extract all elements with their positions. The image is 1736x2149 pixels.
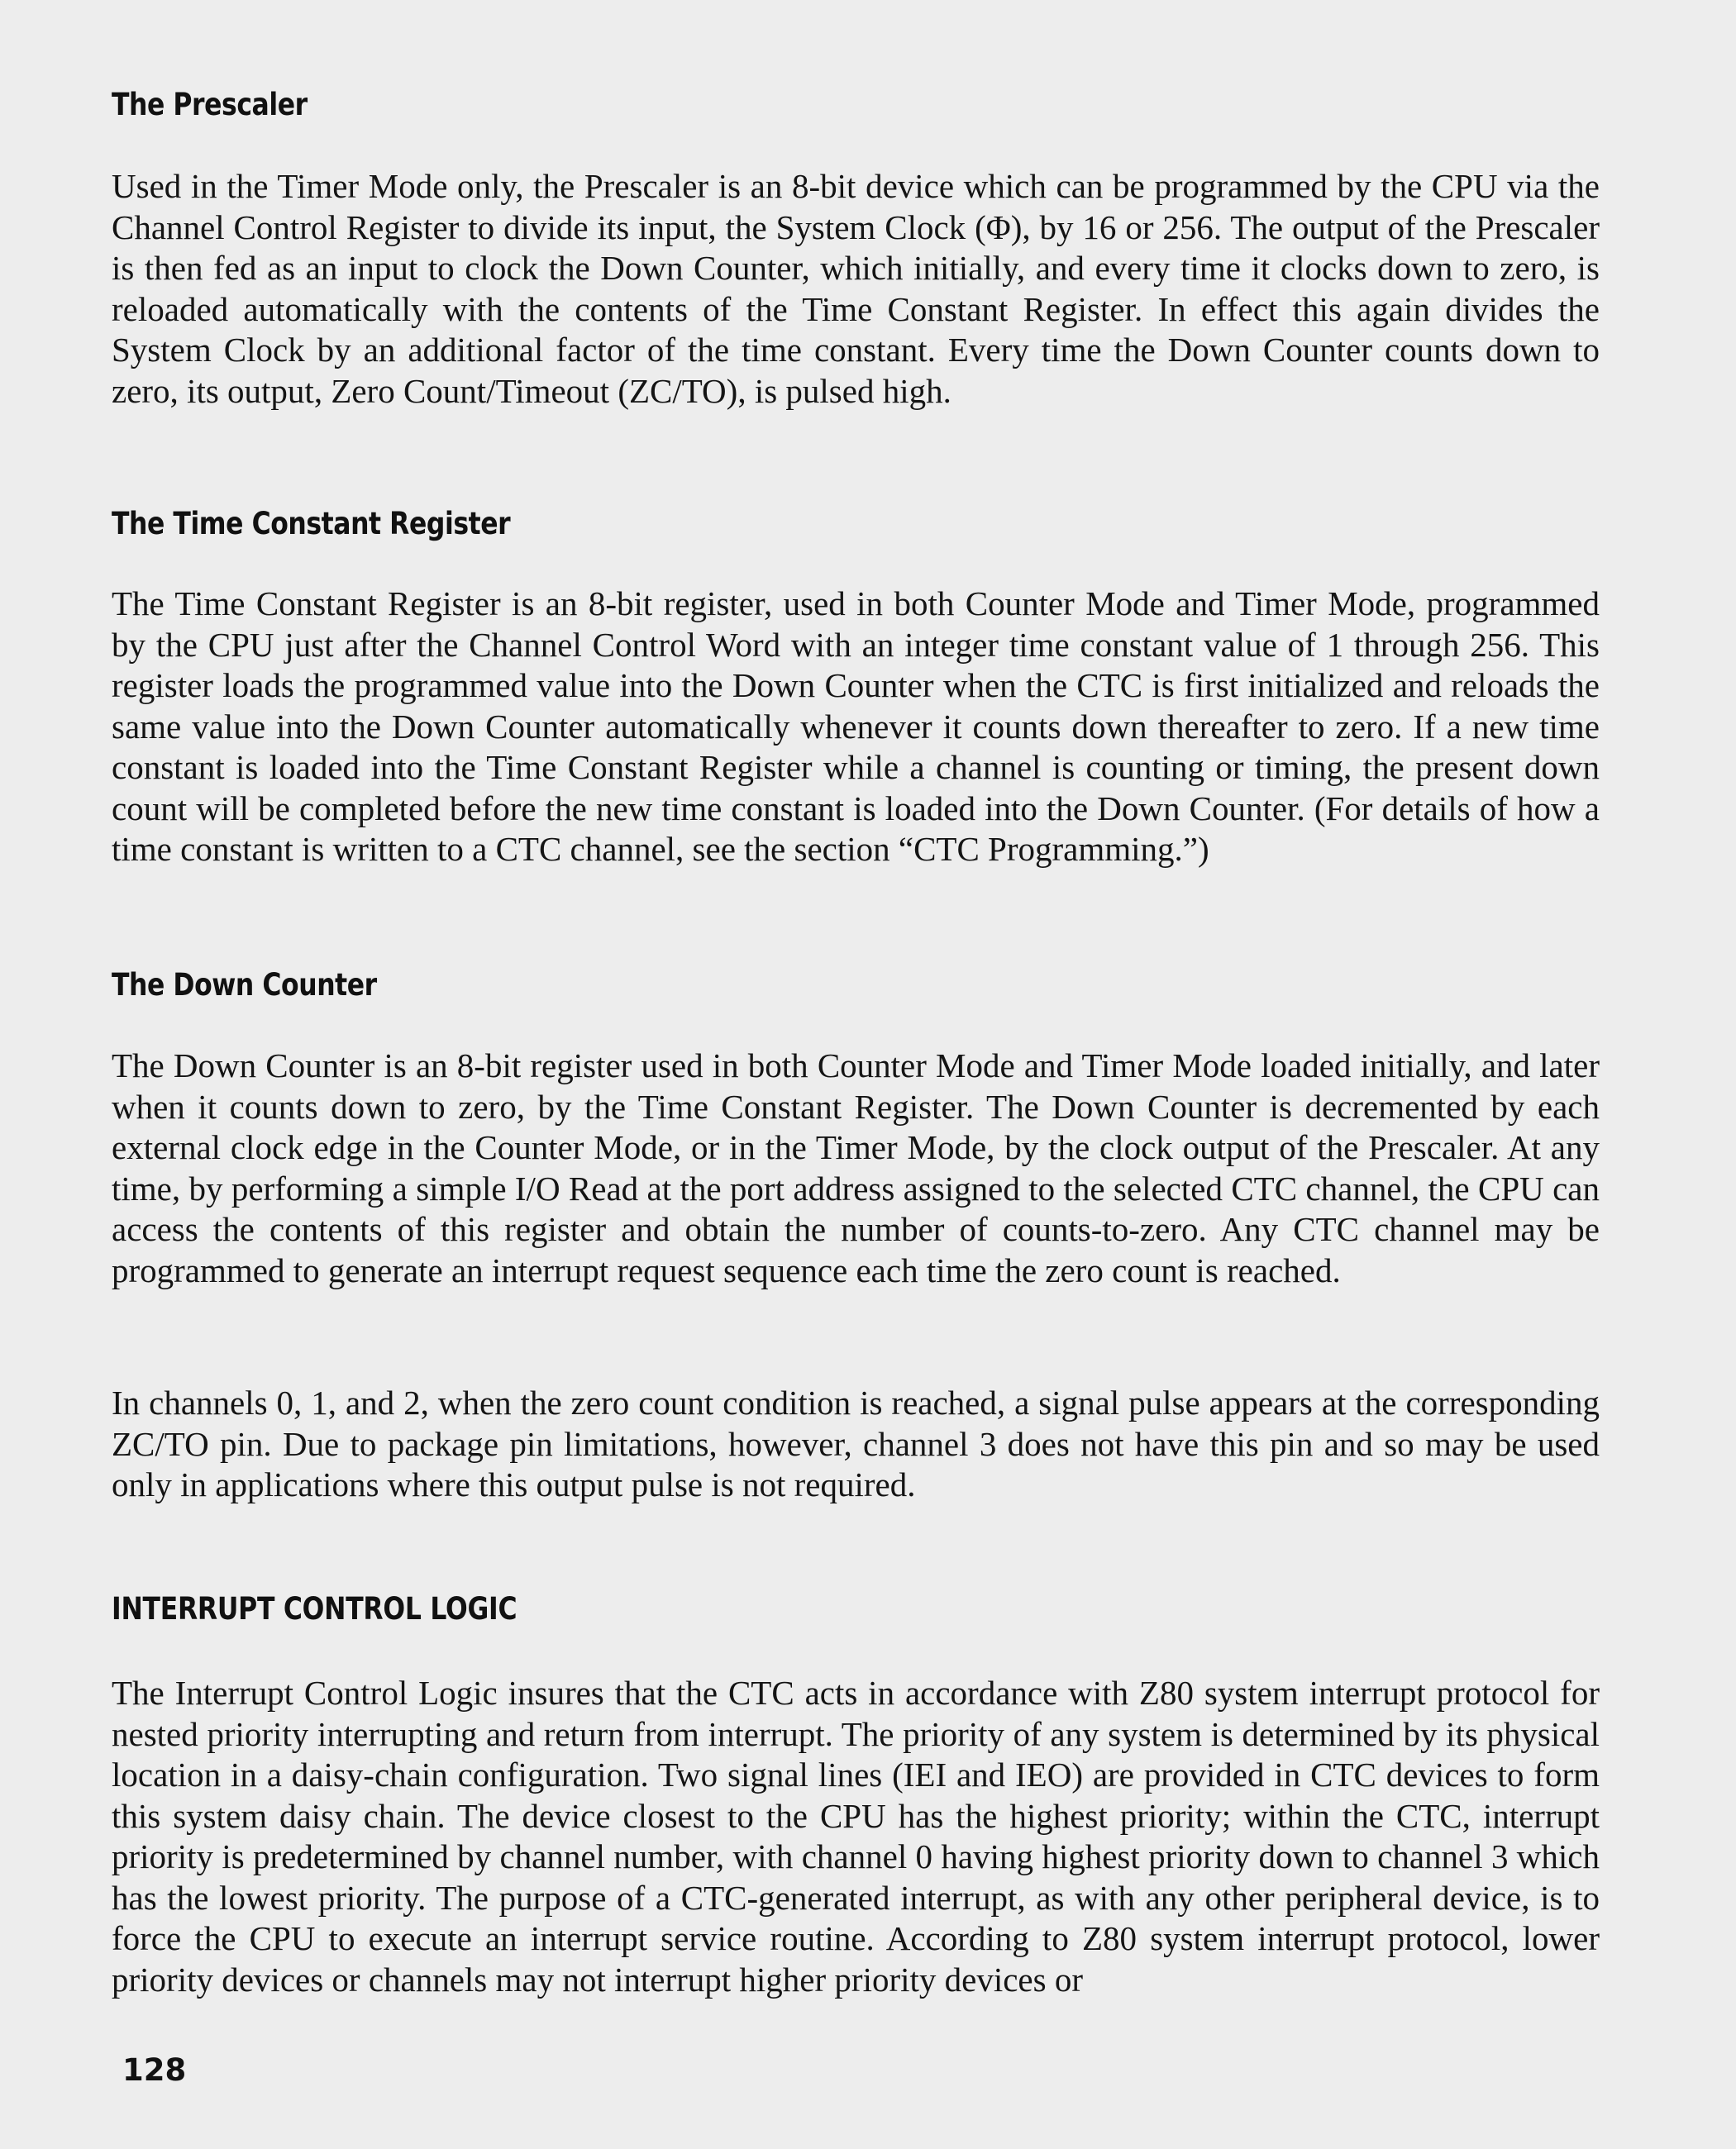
- paragraph-time-constant-register: The Time Constant Register is an 8-bit register, used in both Counter Mode and Timer Mode, programmed by the CPU just after the Channel Control Word with an integer time constant value of 1 through 256. This register loads the programmed value into the Down Counter when the CTC is first initialized and reloads the same value into the Down Counter automatically whenever it counts down thereafter to zero. If a new time constant is loaded into the Time Constant Register while a channel is counting or timing, the present down count will be completed before the new time constant is loaded into the Down Counter. (For details of how a time constant is written to a CTC channel, see the section “CTC Programming.”): [112, 584, 1600, 868]
- heading-prescaler: The Prescaler: [112, 87, 308, 122]
- page-number: 128: [122, 2052, 187, 2088]
- paragraph-down-counter-1: The Down Counter is an 8-bit register used in both Counter Mode and Timer Mode loaded initially, and later when it counts down to zero, by the Time Constant Register. The Down Counter is decremented by each external clock edge in the Counter Mode, or in the Timer Mode, by the clock output of the Prescaler. At any time, by performing a simple I/O Read at the port address assigned to the selected CTC channel, the CPU can access the contents of this register and obtain the number of counts-to-zero. Any CTC channel may be programmed to generate an interrupt request sequence each time the zero count is reached.: [112, 1046, 1600, 1289]
- heading-down-counter: The Down Counter: [112, 967, 377, 1003]
- paragraph-interrupt-control-logic: The Interrupt Control Logic insures that the CTC acts in accordance with Z80 system interrupt protocol for nested priority interrupting and return from interrupt. The priority of any system is determined by its physical location in a daisy-chain configuration. Two signal lines (IEI and IEO) are provided in CTC devices to form this system daisy chain. The device closest to the CPU has the highest priority; within the CTC, interrupt priority is predetermined by channel number, with channel 0 having highest priority down to channel 3 which has the lowest priority. The purpose of a CTC-generated interrupt, as with any other peripheral device, is to force the CPU to execute an interrupt service routine. According to Z80 system interrupt protocol, lower priority devices or channels may not interrupt higher priority devices or: [112, 1674, 1600, 1999]
- paragraph-down-counter-2: In channels 0, 1, and 2, when the zero count condition is reached, a signal pulse appears at the corresponding ZC/TO pin. Due to package pin limitations, however, channel 3 does not have this pin and so may be used only in applications where this output pulse is not required.: [112, 1384, 1600, 1503]
- heading-time-constant-register: The Time Constant Register: [112, 506, 511, 541]
- heading-interrupt-control-logic: INTERRUPT CONTROL LOGIC: [112, 1591, 517, 1627]
- paragraph-prescaler: Used in the Timer Mode only, the Prescaler is an 8-bit device which can be programmed by the CPU via the Channel Control Register to divide its input, the System Clock (Φ), by 16 or 256. The output of the Prescaler is then fed as an input to clock the Down Counter, which initially, and every time it clocks down to zero, is reloaded automatically with the contents of the Time Constant Register. In effect this again divides the System Clock by an additional factor of the time constant. Every time the Down Counter counts down to zero, its output, Zero Count/Timeout (ZC/TO), is pulsed high.: [112, 167, 1600, 410]
